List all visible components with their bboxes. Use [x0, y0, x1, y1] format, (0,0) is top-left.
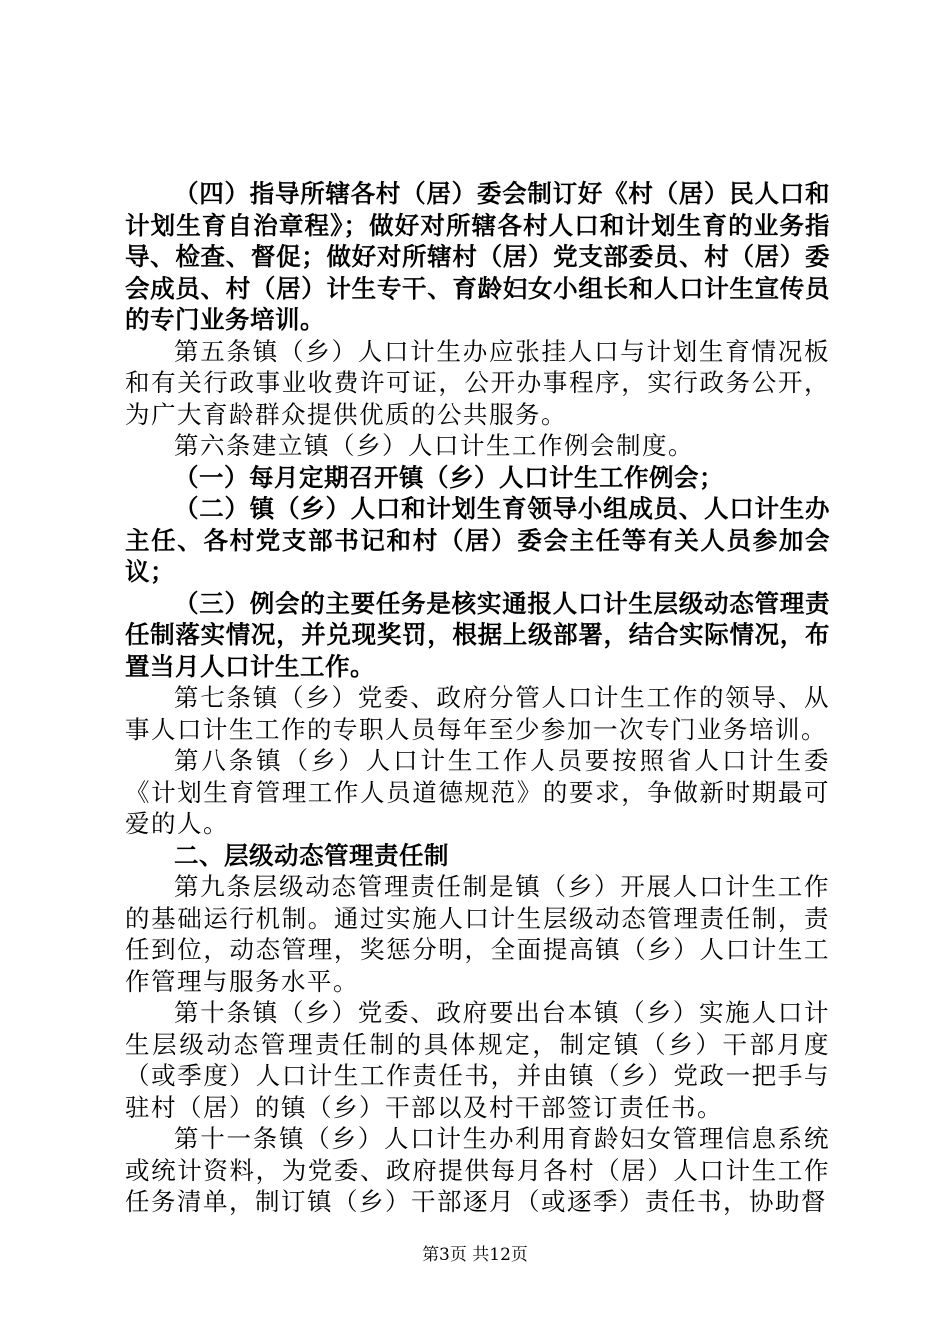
article-8: 第八条镇（乡）人口计生工作人员要按照省人口计生委《计划生育管理工作人员道德规范》的要求，争做新时期最可爱的人。: [125, 746, 830, 838]
article-9: 第九条层级动态管理责任制是镇（乡）开展人口计生工作的基础运行机制。通过实施人口计生层级动态管理责任制，责任到位，动态管理，奖惩分明，全面提高镇（乡）人口计生工作管理与服务水平。: [125, 872, 830, 996]
article-6-item-3: （三）例会的主要任务是核实通报人口计生层级动态管理责任制落实情况，并兑现奖罚，根据上级部署，结合实际情况，布置当月人口计生工作。: [125, 588, 830, 681]
article-10: 第十条镇（乡）党委、政府要出台本镇（乡）实施人口计生层级动态管理责任制的具体规定，制定镇（乡）干部月度（或季度）人口计生工作责任书，并由镇（乡）党政一把手与驻村（居）的镇（乡）干部以及村干部签订责任书。: [125, 998, 830, 1122]
article-6: 第六条建立镇（乡）人口计生工作例会制度。: [174, 431, 694, 460]
article-7: 第七条镇（乡）党委、政府分管人口计生工作的领导、从事人口计生工作的专职人员每年至少参加一次专门业务培训。: [125, 683, 830, 744]
article-6-item-2: （二）镇（乡）人口和计划生育领导小组成员、人口计生办主任、各村党支部书记和村（居）委会主任等有关人员参加会议；: [125, 494, 830, 586]
article-11: 第十一条镇（乡）人口计生办利用育龄妇女管理信息系统或统计资料，为党委、政府提供每月各村（居）人口计生工作任务清单，制订镇（乡）干部逐月（或逐季）责任书，协助督: [125, 1124, 830, 1216]
page-footer: 第3页 共12页: [422, 1245, 528, 1265]
paragraph-item-4: （四）指导所辖各村（居）委会制订好《村（居）民人口和计划生育自治章程》；做好对所辖各村人口和计划生育的业务指导、检查、督促；做好对所辖村（居）党支部委员、村（居）委会成员、村（居）计生专干、育龄妇女小组长和人口计生宣传员的专门业务培训。: [125, 179, 830, 334]
page-body: [125, 178, 830, 1218]
section-heading: 二、层级动态管理责任制: [174, 840, 449, 870]
article-6-item-1: （一）每月定期召开镇（乡）人口计生工作例会；: [174, 462, 724, 492]
article-5: 第五条镇（乡）人口计生办应张挂人口与计划生育情况板和有关行政事业收费许可证，公开办事程序，实行政务公开，为广大育龄群众提供优质的公共服务。: [125, 336, 830, 429]
